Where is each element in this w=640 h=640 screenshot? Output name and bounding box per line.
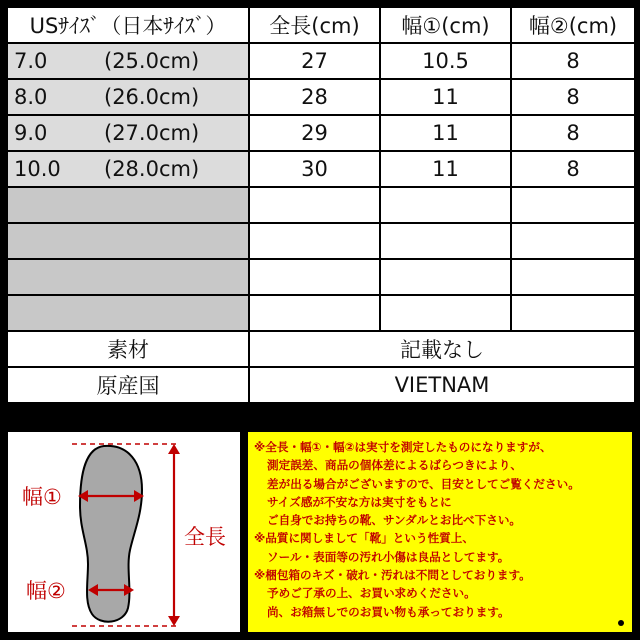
corner-dot [618, 620, 624, 626]
table-row [7, 79, 635, 115]
us-size: 10.0 [14, 157, 61, 181]
width1-cell: 10.5 [380, 43, 511, 79]
length-arrow-head-bottom [168, 616, 180, 626]
empty-cell [7, 223, 249, 259]
empty-cell [380, 295, 511, 331]
note-line: 測定誤差、商品の個体差によるばらつきにより、 [267, 458, 522, 473]
jp-size: (25.0cm) [104, 49, 200, 73]
empty-cell [249, 259, 380, 295]
size-cell [7, 151, 249, 187]
empty-cell [7, 259, 249, 295]
note-line: 予めご了承の上、お買い求めください。 [267, 586, 476, 601]
note-line: ※全長・幅①・幅②は実寸を測定したものになりますが、 [254, 440, 552, 454]
header-length: 全長(cm) [249, 7, 380, 43]
length-cell: 27 [249, 43, 380, 79]
material-value: 記載なし [249, 331, 635, 367]
note-line: ※品質に関しまして「靴」という性質上、 [254, 531, 474, 546]
origin-label: 原産国 [7, 367, 249, 403]
width2-cell: 8 [511, 79, 635, 115]
sole-shape [80, 446, 142, 622]
jp-size: (27.0cm) [104, 121, 200, 145]
empty-row [7, 187, 635, 223]
header-us-size: USｻｲｽﾞ（日本ｻｲｽﾞ） [7, 7, 249, 43]
empty-cell [7, 187, 249, 223]
width1-cell: 11 [380, 115, 511, 151]
empty-cell [380, 187, 511, 223]
empty-cell [511, 295, 635, 331]
sole-diagram [8, 432, 240, 632]
empty-cell [249, 187, 380, 223]
width2-cell: 8 [511, 43, 635, 79]
empty-row [7, 295, 635, 331]
width1-cell: 11 [380, 79, 511, 115]
width1-cell: 11 [380, 151, 511, 187]
note-line: ※梱包箱のキズ・破れ・汚れは不問としております。 [254, 568, 531, 583]
note-line: サイズ感が不安な方は実寸をもとに [267, 494, 452, 509]
empty-cell [511, 223, 635, 259]
length-label: 全長 [184, 525, 226, 549]
empty-cell [511, 187, 635, 223]
length-cell: 29 [249, 115, 380, 151]
size-chart [4, 4, 636, 636]
length-arrow-head-top [168, 444, 180, 454]
empty-cell [249, 295, 380, 331]
origin-value: VIETNAM [249, 367, 635, 403]
us-size: 9.0 [14, 121, 48, 145]
measurement-diagram [6, 430, 242, 634]
header-width1: 幅①(cm) [380, 7, 511, 43]
empty-cell [7, 295, 249, 331]
size-cell [7, 43, 249, 79]
note-line: 差が出る場合がございますので、目安としてご覧ください。 [267, 476, 580, 491]
empty-cell [511, 259, 635, 295]
empty-cell [380, 223, 511, 259]
us-size: 8.0 [14, 85, 48, 109]
table-row [7, 115, 635, 151]
jp-size: (28.0cm) [104, 157, 200, 181]
length-cell: 30 [249, 151, 380, 187]
width1-label: 幅① [22, 485, 62, 509]
size-table [6, 6, 636, 404]
size-cell [7, 115, 249, 151]
note-line: ご自身でお持ちの靴、サンダルとお比べ下さい。 [267, 513, 522, 528]
notes-box [246, 430, 634, 634]
table-header-row [7, 7, 635, 43]
origin-row [7, 367, 635, 403]
bottom-section [6, 430, 634, 634]
material-row [7, 331, 635, 367]
table-row [7, 43, 635, 79]
length-cell: 28 [249, 79, 380, 115]
empty-cell [249, 223, 380, 259]
width2-cell: 8 [511, 115, 635, 151]
size-cell [7, 79, 249, 115]
us-size: 7.0 [14, 49, 48, 73]
header-width2: 幅②(cm) [511, 7, 635, 43]
note-line: ソール・表面等の汚れ小傷は良品としてます。 [267, 549, 510, 564]
empty-cell [380, 259, 511, 295]
material-label: 素材 [7, 331, 249, 367]
width2-label: 幅② [26, 579, 66, 603]
note-line: 尚、お箱無しでのお買い物も承っております。 [267, 604, 510, 619]
jp-size: (26.0cm) [104, 85, 200, 109]
width2-cell: 8 [511, 151, 635, 187]
empty-row [7, 259, 635, 295]
empty-row [7, 223, 635, 259]
table-row [7, 151, 635, 187]
